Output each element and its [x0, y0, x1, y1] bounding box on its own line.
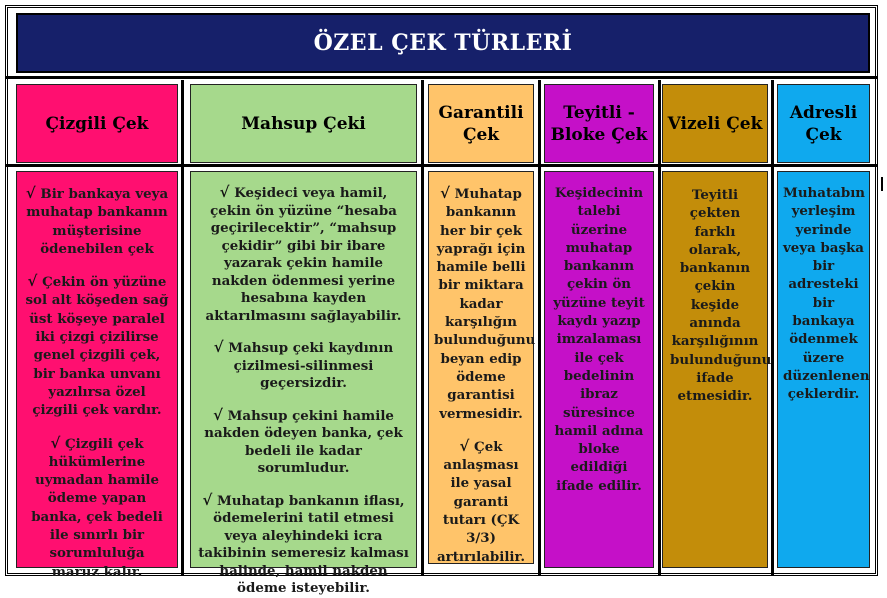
check-icon: √ — [25, 184, 36, 202]
header-label: Çizgili Çek — [45, 113, 149, 134]
side-marker — [881, 177, 883, 191]
column-divider — [181, 80, 184, 576]
header-garantili-cek — [428, 84, 534, 163]
header-teyitli-bloke-cek — [544, 84, 654, 163]
header-label: Vizeli Çek — [667, 113, 763, 134]
column-divider — [538, 80, 541, 576]
list-item: √ Keşideci veya hamil, çekin ön yüzüne “hesaba geçirilecektir”, “mahsup çekidir” gibi bir ibare yazarak çekin hamile nakden ödenmesi yerine hesabına kayden aktarılmasını sağlayabilir. — [205, 183, 402, 324]
body-adresli-cek — [777, 171, 870, 568]
column-divider — [658, 80, 661, 576]
header-label: Mahsup Çeki — [241, 113, 366, 134]
list-item: √ Çizgili çek hükümlerine uymadan hamile ödeme yapan banka, çek bedeli ile sınırlı bir sorumluluğa maruz kalır. — [31, 433, 163, 580]
check-icon: √ — [213, 405, 223, 424]
page-title: ÖZEL ÇEK TÜRLERİ — [16, 13, 870, 73]
body-vizeli-cek — [662, 171, 772, 568]
check-icon: √ — [27, 272, 38, 291]
description-text: Teyitli çekten farklı olarak, bankanın çekin keşide anında karşılığının bulunduğunu ifade etmesidir. — [670, 187, 772, 405]
header-label: Garantili Çek — [438, 102, 524, 145]
header-cizgili-cek — [16, 84, 178, 163]
check-icon: √ — [219, 183, 230, 201]
column-divider — [771, 80, 774, 576]
divider-header — [5, 164, 878, 167]
description-text: Muhatabın yerleşim yerinde veya başka bir adresteki bir bankaya ödenmek üzere düzenlenen çeklerdir. — [783, 185, 870, 403]
header-label: Adresli Çek — [789, 102, 858, 145]
body-cizgili-cek — [16, 171, 178, 580]
column-divider — [421, 80, 424, 576]
check-icon: √ — [440, 184, 450, 202]
check-icon: √ — [202, 490, 213, 509]
check-icon: √ — [213, 338, 224, 356]
header-label: Teyitli - Bloke Çek — [550, 102, 648, 145]
list-item: √ Çekin ön yüzüne sol alt köşeden sağ üst köşeye paralel iki çizgi çizilirse genel çizgili çek, bir banka unvanı yazılırsa özel çizgili çek vardır. — [25, 272, 169, 419]
description-text: Keşidecinin talebi üzerine muhatap bankanın çekin ön yüzüne teyit kaydı yazıp imzalaması ile çek bedelinin ibraz süresince hamil adına bloke edildiği ifade edilir. — [553, 185, 645, 494]
body-garantili-cek — [428, 171, 534, 564]
list-item: √ Bir bankaya veya muhatap bankanın müşterisine ödenebilen çek — [25, 184, 169, 257]
list-item: √ Mahsup çeki kaydının çizilmesi-silinmesi geçersizdir. — [213, 338, 394, 391]
body-mahsup-ceki — [190, 171, 417, 596]
header-vizeli-cek — [662, 84, 768, 163]
list-item: √ Çek anlaşması ile yasal garanti tutarı (ÇK 3/3) artırılabilir. — [436, 436, 526, 565]
list-item: √ Mahsup çekini hamile nakden ödeyen banka, çek bedeli ile kadar sorumludur. — [204, 405, 403, 476]
check-icon: √ — [50, 433, 61, 452]
body-teyitli-bloke-cek — [544, 171, 654, 568]
check-icon: √ — [459, 436, 470, 455]
header-adresli-cek — [777, 84, 870, 163]
list-item: √ Muhatap bankanın iflası, ödemelerini tatil etmesi veya aleyhindeki icra takibinin semeresiz kalması halinde, hamil nakden ödeme isteyebilir. — [198, 490, 409, 596]
header-mahsup-ceki — [190, 84, 417, 163]
divider-title — [5, 76, 878, 79]
list-item: √ Muhatap bankanın her bir çek yaprağı için hamile belli bir miktara kadar karşılığın bulunduğunu beyan edip ödeme garantisi vermesidir. — [434, 184, 536, 422]
